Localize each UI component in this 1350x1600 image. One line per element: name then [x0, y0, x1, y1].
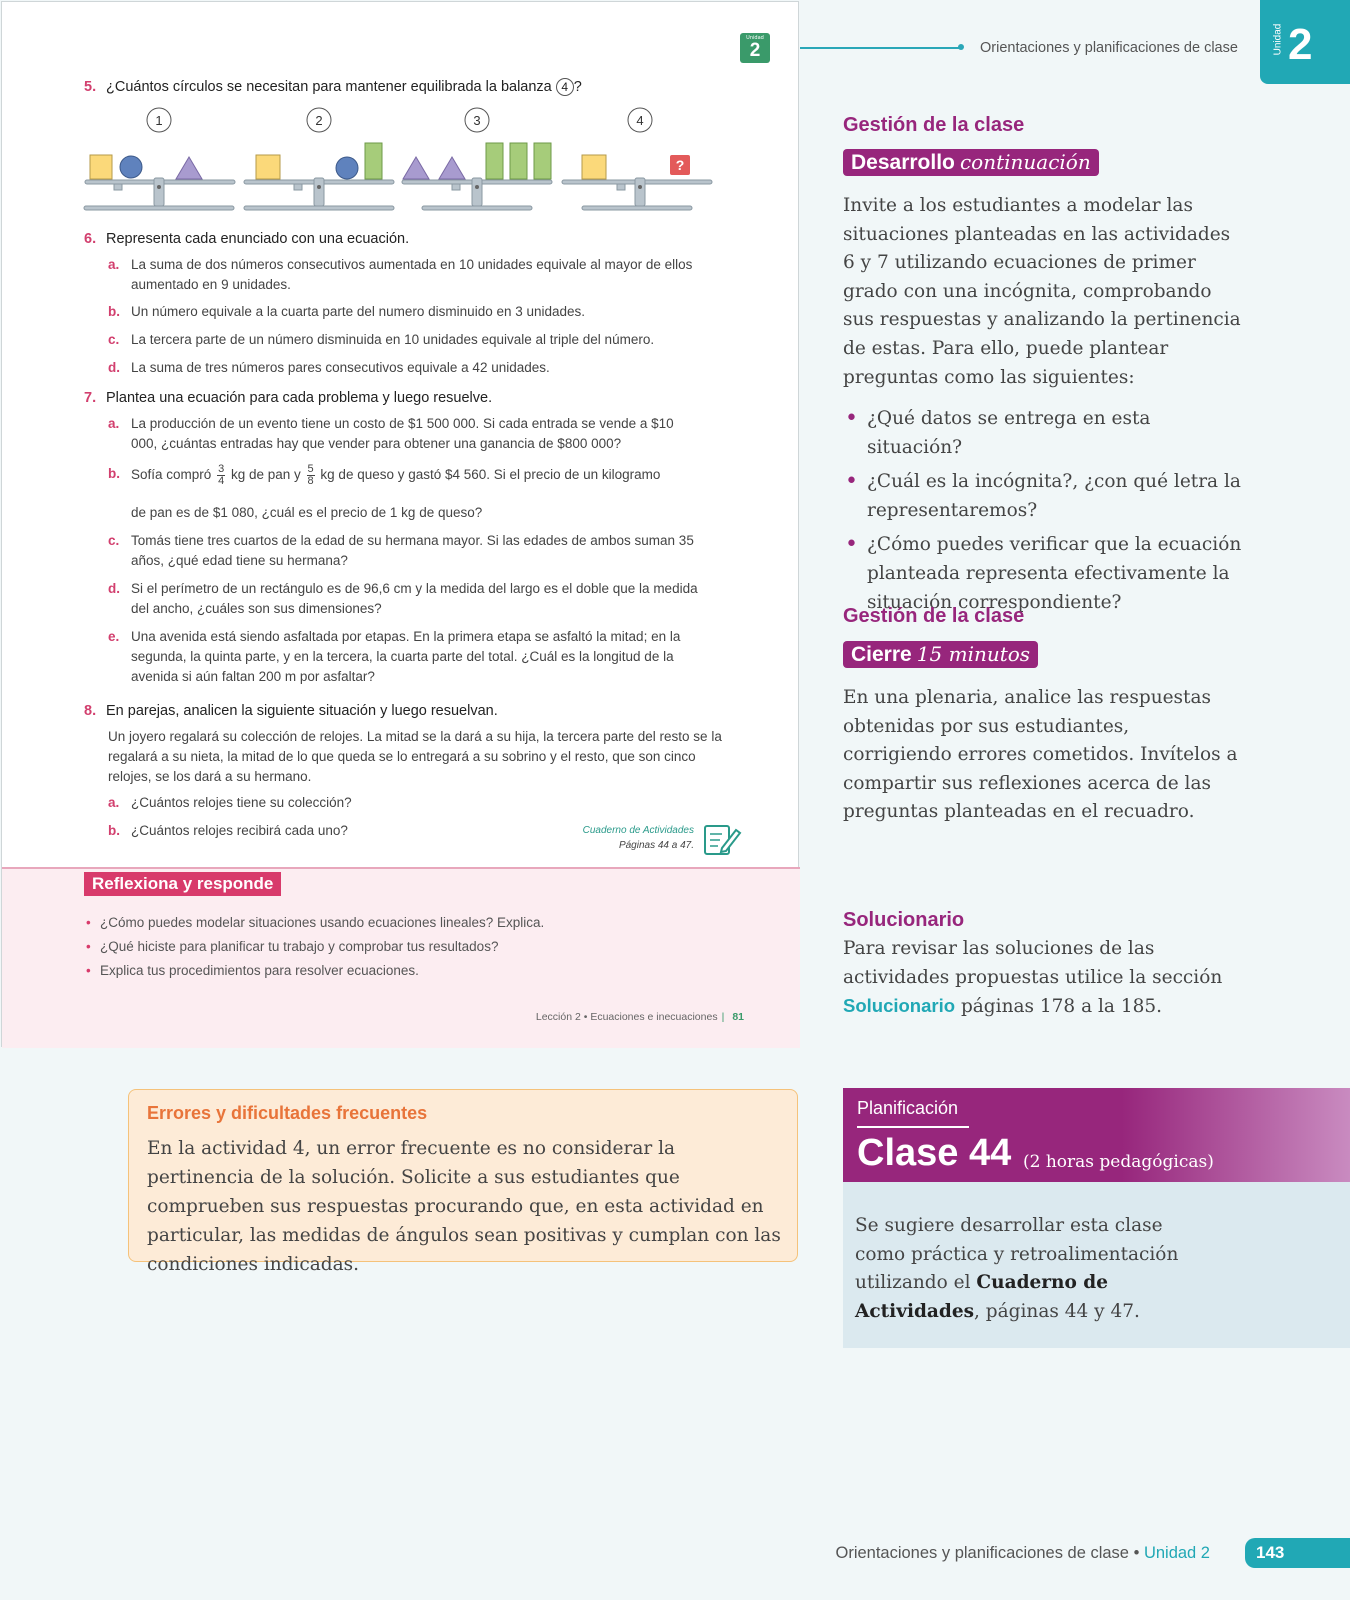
clase-number: Clase 44: [857, 1132, 1012, 1174]
planificacion-label: Planificación: [857, 1098, 959, 1118]
item-text: La producción de un evento tiene un costo de $1 500 000. Si cada entrada se vende a $10 000, ¿cuántas entradas hay que vender para obtener una ganancia de $800 000?: [131, 416, 674, 451]
question-number: 7.: [84, 390, 97, 406]
item-text: de pan es de $1 080, ¿cuál es el precio de 1 kg de queso?: [131, 505, 483, 520]
balance-2-label: 2: [315, 113, 323, 128]
item-text: Una avenida está siendo asfaltada por etapas. En la primera etapa se asfaltó la mitad; en la segunda, la quinta parte, y en la tercera, la cuarta parte del total. ¿Cuál es la longitud de la avenida si aún faltan 200 m por asfaltar?: [131, 629, 681, 684]
gestion-title: Gestión de la clase: [843, 114, 1025, 136]
question-text: ¿Cuántos círculos se necesitan para mantener equilibrada la balanza: [106, 79, 552, 95]
balance-3: [402, 108, 552, 210]
page-number: 143: [1245, 1538, 1350, 1568]
item-text: ¿Cuántos relojes recibirá cada uno?: [131, 823, 348, 838]
item-letter: a.: [108, 257, 120, 272]
balance-1-label: 1: [155, 113, 163, 128]
q7-item-e: [108, 627, 701, 687]
pill-bold: Desarrollo: [851, 151, 955, 174]
item-text: La suma de dos números consecutivos aumentada en 10 unidades equivale al mayor de ellos aumentado en 9 unidades.: [131, 257, 693, 292]
cierre-pill: [843, 641, 1038, 668]
planificacion-text-2: , páginas 44 y 47.: [974, 1300, 1140, 1322]
list-item: • ¿Qué hiciste para planificar tu trabajo y comprobar tus resultados?: [86, 935, 544, 959]
cierre-text: En una plenaria, analice las respuestas obtenidas por sus estudiantes, corrigiendo errores cometidos. Invítelos a compartir sus reflexiones acerca de las preguntas planteadas en el recuadro.: [843, 687, 1238, 823]
balance-reference: 4: [556, 78, 574, 96]
item-letter: a.: [108, 795, 120, 810]
clase-hours: (2 horas pedagógicas): [1023, 1152, 1214, 1172]
q6-item-b: [108, 302, 701, 322]
planificacion-text-1: Se sugiere desarrollar esta clase como práctica y retroalimentación utilizando el: [855, 1215, 1179, 1294]
student-page: [1, 1, 799, 1047]
item-letter: b.: [108, 466, 120, 481]
balance-2: [244, 108, 394, 210]
list-item: • ¿Cómo puedes modelar situaciones usando ecuaciones lineales? Explica.: [86, 911, 544, 935]
question-7: [84, 390, 492, 406]
errores-box: [128, 1089, 798, 1275]
reflexiona-title: Reflexiona y responde: [84, 872, 281, 896]
question-list: [843, 405, 1243, 623]
fraction-five-eighths: [307, 464, 315, 487]
item-letter: d.: [108, 581, 120, 596]
unit-badge: [740, 33, 770, 63]
balance-3-label: 3: [473, 113, 481, 128]
fraction-three-quarters: [217, 464, 225, 487]
solucionario-text-1: Para revisar las soluciones de las actividades propuestas utilice la sección: [843, 938, 1223, 988]
fraction-denominator: 8: [307, 475, 314, 487]
pill-bold: Cierre: [851, 643, 912, 666]
q6-item-d: [108, 358, 701, 378]
item-b-part2: kg de pan y: [230, 467, 301, 483]
unit-tab: [1260, 0, 1350, 84]
desarrollo-pill: [843, 149, 1099, 176]
item-letter: b.: [108, 304, 120, 319]
errores-text: En la actividad 4, un error frecuente es no considerar la pertinencia de la solución. Solicite a sus estudiantes que comprueben sus respuestas procurando que, en esta actividad en particular, las medidas de ángulos sean positivas y cumplan con las condiciones indicadas.: [147, 1138, 781, 1275]
question-text: Representa cada enunciado con una ecuación.: [106, 231, 410, 247]
q7-item-b: [108, 464, 701, 487]
pill-italic: continuación: [959, 150, 1091, 174]
question-5: [84, 78, 582, 96]
planificacion-rule: [857, 1126, 969, 1128]
fraction-denominator: 4: [218, 475, 225, 487]
item-letter: d.: [108, 360, 120, 375]
footer-text: Orientaciones y planificaciones de clase •: [835, 1544, 1140, 1562]
question-text: En parejas, analicen la siguiente situación y luego resuelvan.: [106, 703, 498, 719]
list-item: • Explica tus procedimientos para resolver ecuaciones.: [86, 959, 544, 983]
list-item: • ¿Cuál es la incógnita?, ¿con qué letra la representaremos?: [843, 468, 1243, 525]
item-letter: e.: [108, 629, 120, 644]
page-number: 81: [732, 1011, 744, 1023]
solucionario-text-2: páginas 178 a la 185.: [960, 996, 1163, 1018]
notebook-pencil-icon: [702, 822, 742, 858]
unknown-mark: ?: [675, 157, 685, 173]
q8-item-a: [108, 793, 701, 813]
cuaderno-pages: Páginas 44 a 47.: [618, 840, 694, 851]
balances-illustration: [82, 104, 732, 216]
unit-tab-label: Unidad: [1272, 23, 1284, 56]
question-number: 8.: [84, 703, 97, 719]
item-text: ¿Cuántos relojes tiene su colección?: [131, 795, 352, 810]
solucionario-title: Solucionario: [843, 909, 965, 931]
question-suffix: ?: [573, 79, 582, 95]
item-text: La tercera parte de un número disminuida en 10 unidades equivale al triple del número.: [131, 332, 655, 347]
footer-lesson: Lección 2 • Ecuaciones e inecuaciones: [535, 1011, 718, 1023]
list-item: • ¿Qué datos se entrega en esta situación?: [843, 405, 1243, 462]
q7-item-d: [108, 579, 701, 619]
cuaderno-reference: [562, 822, 742, 862]
item-b-part3: kg de queso y gastó $4 560. Si el precio de un kilogramo: [320, 467, 661, 483]
fraction-numerator: 5: [307, 463, 314, 475]
planificacion-header: [843, 1088, 1350, 1182]
reflexiona-list: [86, 911, 544, 983]
q7-item-b-line2: [108, 503, 701, 523]
item-letter: b.: [108, 823, 120, 838]
planificacion-text: [855, 1212, 1215, 1326]
planificacion-bold: Cuaderno de Actividades: [855, 1272, 1108, 1322]
cuaderno-title: Cuaderno de Actividades: [582, 825, 694, 836]
balance-4-label: 4: [636, 113, 644, 128]
errores-title: Errores y dificultades frecuentes: [147, 1103, 428, 1123]
q6-item-c: [108, 330, 701, 350]
footer-separator: |: [721, 1011, 725, 1023]
q7-item-a: [108, 414, 701, 454]
reflexiona-section: [2, 867, 800, 1048]
footer-unit: Unidad 2: [1143, 1544, 1210, 1562]
header-dot: [958, 44, 964, 50]
list-item: • ¿Cómo puedes verificar que la ecuación planteada representa efectivamente la situación correspondiente?: [843, 531, 1243, 617]
question-8: [84, 703, 498, 719]
item-text: Si el perímetro de un rectángulo es de 96,6 cm y la medida del largo es el doble que la medida del ancho, ¿cuáles son sus dimensiones?: [131, 581, 698, 616]
solucionario-text: [843, 935, 1243, 1022]
fraction-numerator: 3: [218, 463, 225, 475]
item-b-part1: Sofía compró: [131, 467, 212, 483]
q8-intro: Un joyero regalará su colección de relojes. La mitad se la dará a su hija, la tercera parte del resto se la regalará a su nieta, la mitad de lo que queda se lo entregará a su sobrino y el resto, que son cinco relojes, se los dará a su hermano.: [108, 729, 722, 784]
unit-badge-number: 2: [749, 40, 761, 61]
gestion-text: Invite a los estudiantes a modelar las situaciones planteadas en las actividades 6 y 7 utilizando ecuaciones de primer grado con una incógnita, comprobando sus respuestas y analizando la pertinencia de estas. Para ello, puede plantear preguntas como las siguientes:: [843, 195, 1241, 388]
question-text: Plantea una ecuación para cada problema y luego resuelve.: [106, 390, 493, 406]
item-text: [131, 464, 701, 487]
balance-4: [562, 108, 712, 210]
item-text: Un número equivale a la cuarta parte del numero disminuido en 3 unidades.: [131, 304, 586, 319]
header-title: Orientaciones y planificaciones de clase: [980, 40, 1238, 56]
unit-tab-number: 2: [1288, 20, 1313, 69]
item-letter: c.: [108, 332, 120, 347]
question-6: [84, 231, 409, 247]
question-number: 5.: [84, 79, 97, 95]
item-letter: a.: [108, 416, 120, 431]
item-text: Tomás tiene tres cuartos de la edad de su hermana mayor. Si las edades de ambos suman 35 años, ¿qué edad tiene su hermana?: [131, 533, 694, 568]
q7-item-c: [108, 531, 701, 571]
gestion-title: Gestión de la clase: [843, 605, 1025, 627]
solucionario-link[interactable]: Solucionario: [843, 995, 956, 1017]
question-number: 6.: [84, 231, 97, 247]
planificacion-body: [843, 1182, 1350, 1348]
balance-1: [84, 108, 235, 210]
item-text: La suma de tres números pares consecutivos equivale a 42 unidades.: [131, 360, 550, 375]
teacher-footer: [835, 1544, 1210, 1563]
pill-italic: 15 minutos: [916, 642, 1031, 666]
q6-item-a: [108, 255, 701, 295]
item-letter: c.: [108, 533, 120, 548]
header-rule: [800, 47, 960, 49]
page-footer: [536, 1011, 744, 1023]
unit-badge-label: Unidad: [746, 35, 764, 41]
